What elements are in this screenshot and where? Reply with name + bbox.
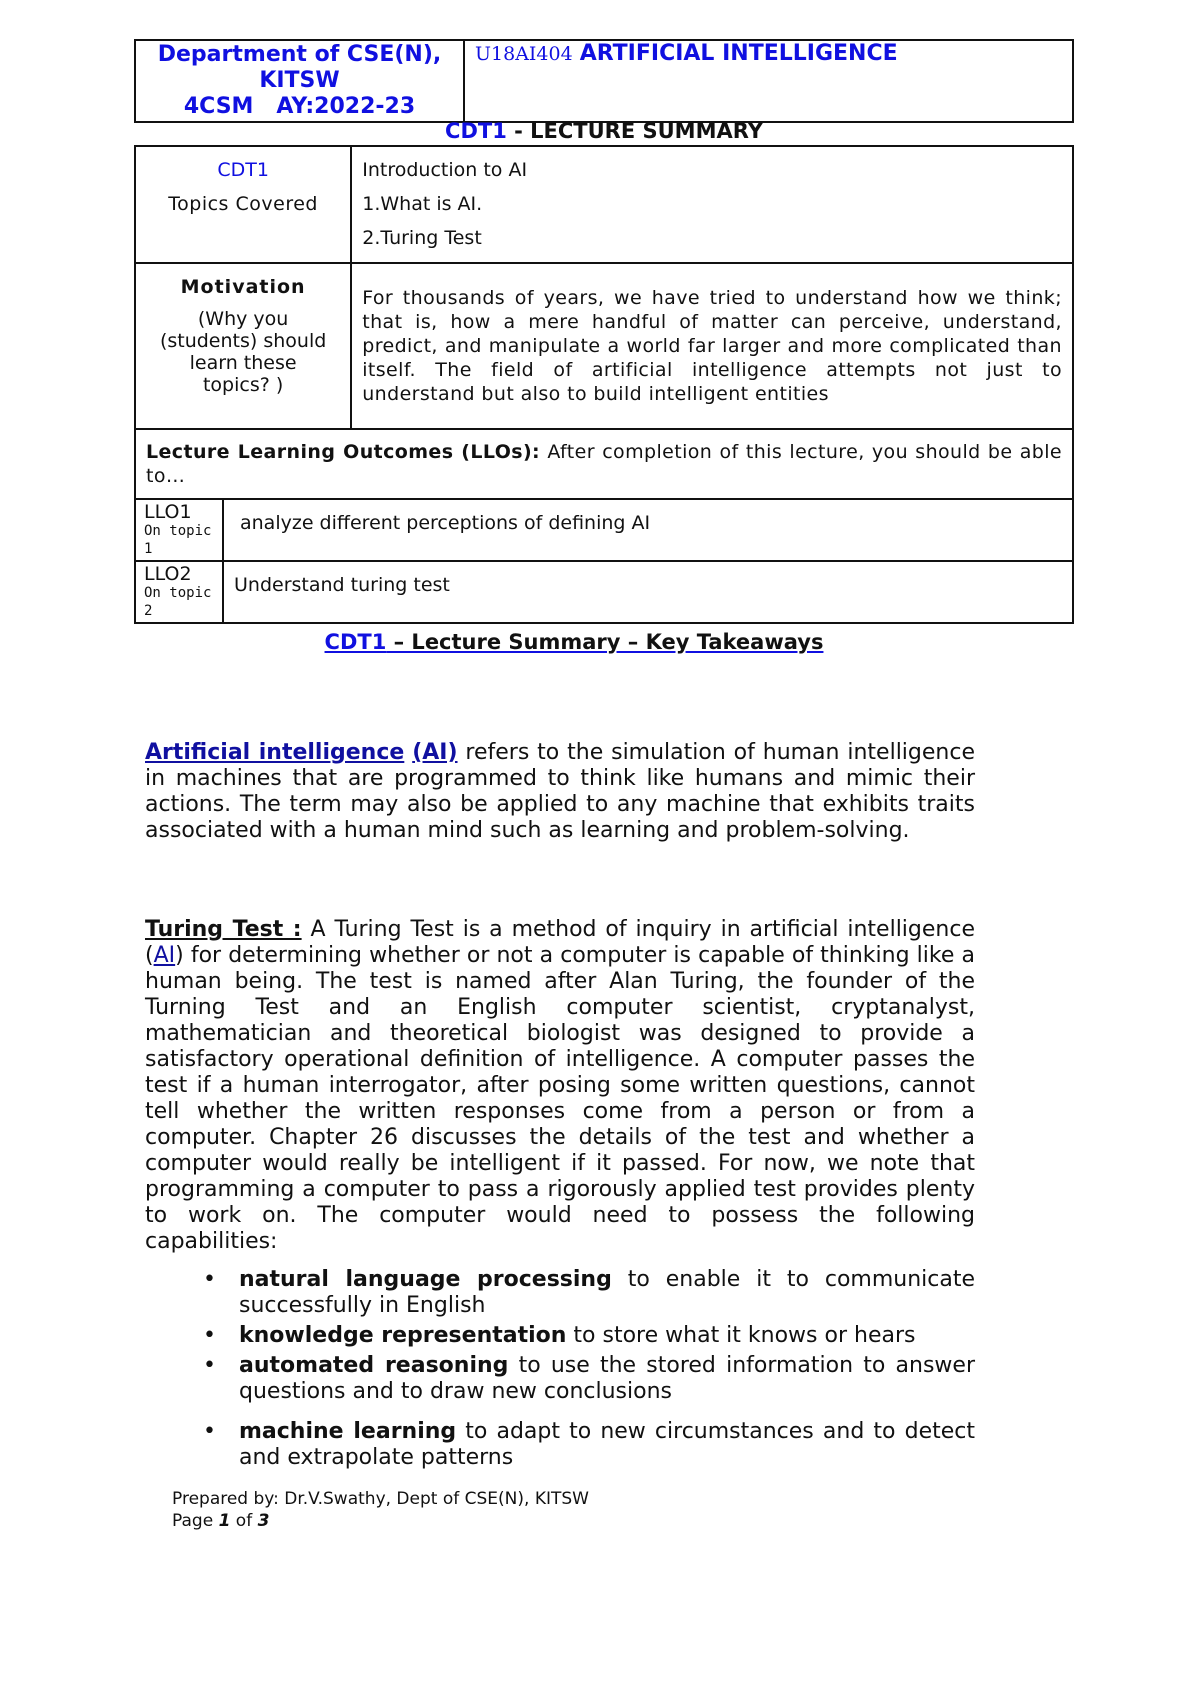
turing-paragraph bbox=[145, 917, 975, 1475]
title-rest: - LECTURE SUMMARY bbox=[506, 119, 763, 143]
llo-row bbox=[135, 499, 1073, 561]
llo-id: LLO2 bbox=[144, 563, 192, 585]
ai-abbr: (AI) bbox=[412, 740, 458, 765]
topic-item: Introduction to AI bbox=[362, 159, 528, 181]
page-of: of bbox=[230, 1511, 258, 1531]
motivation-sublabel: (Why you (students) should learn these topics? ) bbox=[159, 308, 327, 396]
total-pages: 3 bbox=[257, 1511, 270, 1531]
current-page: 1 bbox=[218, 1511, 231, 1531]
capability-text: to enable it to communicate successfully in English bbox=[239, 1267, 976, 1318]
motivation-text: For thousands of years, we have tried to understand how we think; that is, how a mere handful of matter can perceive, understand, predict, and manipulate a world far larger and more complicated than itself. The field of artificial intelligence attempts not just to understand but also to build intelligent entities bbox=[351, 263, 1073, 429]
capability-item bbox=[145, 1267, 975, 1319]
prepared-by: Prepared by: Dr.V.Swathy, Dept of CSE(N), KITSW bbox=[172, 1489, 589, 1509]
capability-item bbox=[145, 1323, 975, 1349]
page-label: Page bbox=[172, 1511, 219, 1531]
capability-term: machine learning bbox=[239, 1419, 457, 1444]
motivation-label: Motivation bbox=[180, 276, 306, 298]
header-table bbox=[134, 39, 1074, 123]
capability-term: knowledge representation bbox=[239, 1323, 567, 1348]
course-name: ARTIFICIAL INTELLIGENCE bbox=[579, 41, 898, 66]
llo-text: analyze different perceptions of defining AI bbox=[223, 499, 1073, 561]
llo-text: Understand turing test bbox=[223, 561, 1073, 623]
turing-heading: Turing Test : bbox=[145, 917, 302, 942]
motivation-label-cell bbox=[135, 263, 351, 429]
ai-text: refers to the simulation of human intelligence in machines that are programmed to think like humans and mimic their actions. The term may also be applied to any machine that exhibits traits associated with a human mind such as learning and problem-solving. bbox=[145, 740, 975, 843]
kt-cdt: CDT1 bbox=[324, 630, 387, 654]
turing-text: ) for determining whether or not a computer is capable of thinking like a human being. The test is named after Alan Turing, the founder of the Turning Test and an English computer scientist, cryptanalyst, mathematician and theoretical biologist was designed to provide a satisfactory operational definition of intelligence. A computer passes the test if a human interrogator, after posing some written questions, cannot tell whether the written responses come from a person or from a computer. Chapter 26 discusses the details of the test and whether a computer would really be intelligent if it passed. For now, we note that programming a computer to pass a rigorously applied test provides plenty to work on. The computer would need to possess the following capabilities: bbox=[145, 943, 975, 1254]
topics-list bbox=[351, 146, 1073, 263]
llo-heading: Lecture Learning Outcomes (LLOs): bbox=[146, 441, 541, 463]
page-title bbox=[134, 119, 1074, 143]
dept-line3: 4CSM AY:2022-23 bbox=[183, 94, 416, 119]
topics-label: Topics Covered bbox=[168, 193, 318, 215]
footer bbox=[172, 1488, 589, 1532]
page-number bbox=[172, 1510, 589, 1532]
ai-paragraph bbox=[145, 740, 975, 844]
capability-item bbox=[145, 1419, 975, 1471]
capabilities-list bbox=[0, 1267, 975, 1471]
department-cell bbox=[135, 40, 464, 122]
course-cell bbox=[464, 40, 1073, 122]
llo-topic: On topic 1 bbox=[144, 523, 212, 557]
kt-rest: – Lecture Summary – Key Takeaways bbox=[386, 630, 824, 654]
course-code: U18AI404 bbox=[475, 43, 573, 65]
llo-intro-cell bbox=[135, 429, 1073, 499]
topics-label-cell bbox=[135, 146, 351, 263]
capability-term: automated reasoning bbox=[239, 1353, 509, 1378]
capability-term: natural language processing bbox=[239, 1267, 612, 1292]
capability-text: to adapt to new circumstances and to detect and extrapolate patterns bbox=[239, 1419, 975, 1470]
llo-topic: On topic 2 bbox=[144, 585, 212, 619]
title-cdt: CDT1 bbox=[445, 119, 507, 143]
key-takeaways-heading bbox=[134, 630, 1014, 654]
turing-text: A Turing Test is a method of inquiry in artificial intelligence ( bbox=[145, 917, 975, 968]
topic-item: 2.Turing Test bbox=[362, 227, 482, 249]
topics-cdt: CDT1 bbox=[217, 159, 269, 181]
ai-link[interactable]: AI bbox=[153, 943, 176, 968]
capability-text: to store what it knows or hears bbox=[566, 1323, 916, 1348]
topic-item: 1.What is AI. bbox=[362, 193, 483, 215]
summary-table bbox=[134, 145, 1074, 624]
llo-intro: After completion of this lecture, you should be able to… bbox=[146, 441, 1062, 487]
capability-item bbox=[145, 1353, 975, 1405]
capability-text: to use the stored information to answer questions and to draw new conclusions bbox=[239, 1353, 975, 1404]
ai-link[interactable]: Artificial intelligence bbox=[145, 740, 405, 765]
dept-line2: KITSW bbox=[259, 68, 340, 93]
llo-id: LLO1 bbox=[144, 501, 192, 523]
dept-line1: Department of CSE(N), bbox=[157, 42, 442, 67]
llo-row bbox=[135, 561, 1073, 623]
